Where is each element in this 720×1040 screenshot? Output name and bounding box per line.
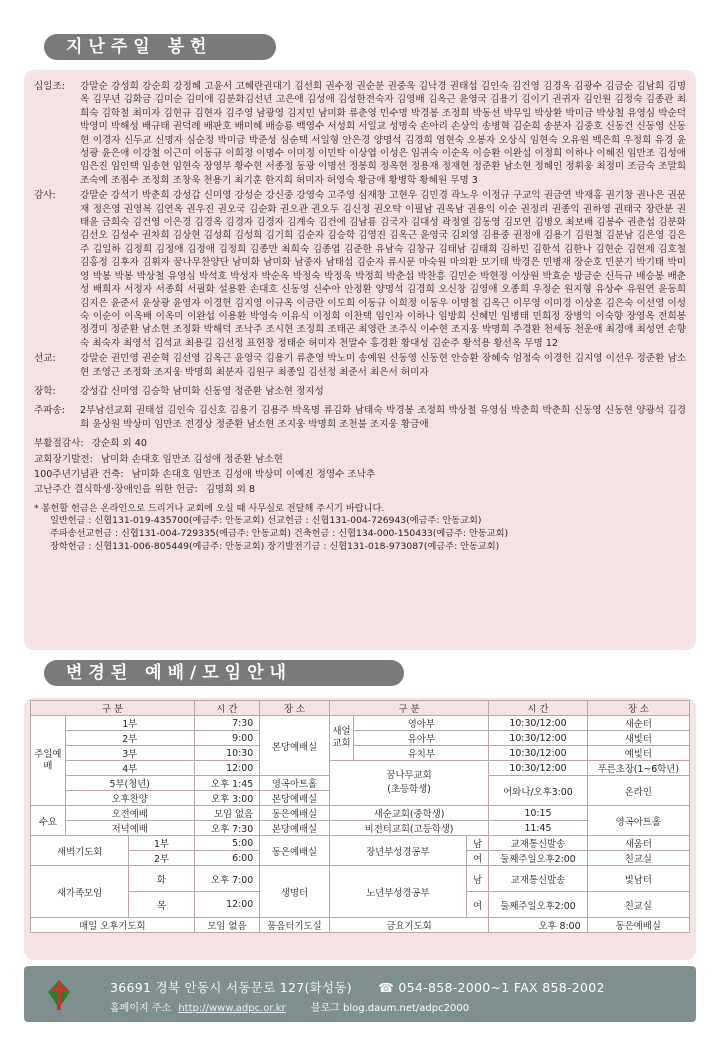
study-time: 교재통신발송 bbox=[489, 866, 587, 892]
offering-label: 고난주간 결식학생·장애인을 위한 헌금: bbox=[34, 484, 198, 496]
study-place: 새움터 bbox=[587, 836, 689, 851]
service-time: 오후 7:00 bbox=[194, 866, 259, 892]
dept-subtitle: (초등학생) bbox=[387, 784, 431, 795]
service-time: 6:00 bbox=[194, 851, 259, 866]
offering-row-easter bbox=[34, 437, 686, 450]
offering-label: 감사: bbox=[34, 190, 56, 202]
service-name: 1부 bbox=[65, 716, 194, 731]
offering-row-thanks bbox=[34, 189, 686, 350]
study-place: 친교실 bbox=[587, 851, 689, 866]
dept-name: 유아부 bbox=[354, 731, 489, 746]
dept-name: 새순교회(중학생) bbox=[329, 806, 489, 821]
offering-names: 남미화 손대호 임만조 김성애 정준환 남소현 bbox=[100, 453, 283, 465]
service-place: 동은예배실 bbox=[587, 918, 689, 933]
dept-time: 10:30/12:00 bbox=[489, 731, 587, 746]
table-row bbox=[31, 866, 690, 892]
schedule-table bbox=[30, 700, 690, 933]
offering-names: 김명희 외 8 bbox=[205, 484, 255, 496]
dept-place: 새순터 bbox=[587, 716, 689, 731]
adult-bible-study-label: 장년부성경공부 bbox=[329, 836, 466, 866]
table-row bbox=[31, 761, 690, 776]
table-row bbox=[31, 731, 690, 746]
table-row bbox=[31, 746, 690, 761]
service-time: 12:00 bbox=[194, 892, 259, 918]
church-address: 36691 경북 안동시 서동문로 127(화성동) bbox=[110, 980, 352, 995]
service-name: 5부(청년) bbox=[65, 776, 194, 791]
gender-cell: 남 bbox=[466, 836, 489, 851]
service-time: 5:00 bbox=[194, 836, 259, 851]
offering-names: 강말순 권민영 권순혁 김선영 김옥근 윤영국 김용기 류춘영 박노미 송예원 신동영 신동현 안승환 장혜숙 엄정숙 이경헌 김지영 이선우 정준환 남소현 조영근 조정화 조지웅 박명희 최분자 김원구 최종일 김선정 최준서 최은서 허미자 bbox=[80, 353, 686, 378]
header-place: 장 소 bbox=[260, 701, 330, 716]
service-place: 본당예배실 bbox=[260, 791, 330, 806]
dept-time: 10:30/12:00 bbox=[489, 746, 587, 761]
service-place: 영곡아트홀 bbox=[260, 776, 330, 791]
offering-label: 교회장기발전: bbox=[34, 453, 93, 465]
service-part: 화 bbox=[129, 866, 194, 892]
wednesday-label: 수요 bbox=[31, 806, 66, 836]
kkum-church-cell bbox=[329, 761, 489, 806]
header-gubun: 구 분 bbox=[31, 701, 195, 716]
service-time: 모임 없음 bbox=[194, 918, 259, 933]
service-name: 2부 bbox=[65, 731, 194, 746]
offering-names: 강순희 외 40 bbox=[91, 438, 147, 450]
study-time: 교재통신발송 bbox=[489, 836, 587, 851]
offering-row-tithe bbox=[34, 80, 686, 187]
offering-notice: * 봉헌할 헌금은 온라인으로 드리거나 교회에 오실 때 사무실로 전달해 주시기 바랍니다. bbox=[34, 502, 385, 514]
table-header-row bbox=[31, 701, 690, 716]
offering-label: 십일조: bbox=[34, 81, 66, 92]
friday-prayer-label: 금요기도회 bbox=[329, 918, 489, 933]
dept-name: 꿈나무교회 bbox=[386, 770, 432, 781]
header-place: 장 소 bbox=[587, 701, 689, 716]
account-line: 일반헌금 : 신협131-019-435700(예금주: 안동교회) 선교헌금 : 신협131-004-726943(예금주: 안동교회) bbox=[50, 515, 482, 527]
service-place: 동은예배실 bbox=[260, 836, 330, 866]
account-line: 주파송선교헌금 : 신협131-004-729335(예금주: 안동교회) 건축헌금 : 신협134-000-150433(예금주: 안동교회) bbox=[50, 527, 509, 539]
service-time: 오후 3:00 bbox=[194, 791, 259, 806]
service-name: 3부 bbox=[65, 746, 194, 761]
gender-cell: 여 bbox=[466, 851, 489, 866]
gender-cell: 남 bbox=[466, 866, 489, 892]
service-time: 9:00 bbox=[194, 731, 259, 746]
dept-place: 새빛터 bbox=[587, 731, 689, 746]
service-name: 오후찬양 bbox=[65, 791, 194, 806]
service-time: 모임 없음 bbox=[194, 806, 259, 821]
footer-contact-line bbox=[110, 978, 605, 996]
service-place: 생명터 bbox=[260, 866, 330, 918]
study-time: 둘째주일오후2:00 bbox=[489, 851, 587, 866]
service-place: 동은예배실 bbox=[260, 806, 330, 821]
offering-label: 부활절감사: bbox=[34, 438, 84, 450]
dept-place: 영곡아트홀 bbox=[587, 806, 689, 836]
saeeol-church-label: 새얼교회 bbox=[329, 716, 354, 761]
table-row bbox=[31, 806, 690, 821]
schedule-panel bbox=[24, 698, 696, 960]
dept-time: 어와나/오후3:00 bbox=[489, 776, 587, 806]
section-title-offerings: 지난주일 봉헌 bbox=[44, 34, 276, 60]
service-place: 품음터기도실 bbox=[260, 918, 330, 933]
footer-web-line bbox=[110, 999, 469, 1014]
service-time: 12:00 bbox=[194, 761, 259, 776]
church-logo-icon bbox=[46, 978, 72, 1012]
offering-names: 강성갑 신미영 김승학 남미화 신동영 정준환 남소현 정지성 bbox=[80, 385, 324, 397]
dept-name: 유치부 bbox=[354, 746, 489, 761]
offering-row-dispatch bbox=[34, 404, 686, 431]
offering-row-centennial bbox=[34, 468, 686, 481]
offering-row-longterm bbox=[34, 453, 686, 466]
service-name: 저녁예배 bbox=[65, 821, 194, 836]
section-title-schedule: 변경된 예배/모임안내 bbox=[44, 660, 404, 686]
daily-prayer-label: 매일 오후기도회 bbox=[31, 918, 195, 933]
newcomer-meeting-label: 새가족모임 bbox=[31, 866, 129, 918]
offerings-panel bbox=[24, 70, 696, 650]
offering-label: 주파송: bbox=[34, 405, 66, 417]
table-row bbox=[31, 716, 690, 731]
service-part: 2부 bbox=[129, 851, 194, 866]
service-name: 오전예배 bbox=[65, 806, 194, 821]
dept-place: 푸른초장(1~6학년) bbox=[587, 761, 689, 776]
blog-address: 블로그 blog.daum.net/adpc2000 bbox=[310, 1003, 470, 1014]
account-line: 장학헌금 : 신협131-006-805449(예금주: 안동교회) 장기발전기금 : 신협131-018-973087(예금주: 안동교회) bbox=[50, 540, 500, 552]
service-time: 오후 1:45 bbox=[194, 776, 259, 791]
dept-name: 비전터교회(고등학생) bbox=[329, 821, 489, 836]
service-name: 4부 bbox=[65, 761, 194, 776]
table-row bbox=[31, 918, 690, 933]
offering-row-mission bbox=[34, 352, 686, 379]
offering-label: 100주년기념관 건축: bbox=[34, 468, 124, 480]
dept-place: 온라인 bbox=[587, 776, 689, 806]
footer bbox=[24, 966, 696, 1022]
church-phone: ☎ 054-858-2000~1 FAX 858-2002 bbox=[378, 980, 605, 995]
service-place: 본당예배실 bbox=[260, 821, 330, 836]
service-part: 목 bbox=[129, 892, 194, 918]
offering-row-scholarship bbox=[34, 385, 686, 398]
senior-bible-study-label: 노년부성경공부 bbox=[329, 866, 466, 918]
dept-time: 11:45 bbox=[489, 821, 587, 836]
gender-cell: 여 bbox=[466, 892, 489, 918]
dept-place: 예빛터 bbox=[587, 746, 689, 761]
dept-time: 10:30/12:00 bbox=[489, 716, 587, 731]
sunday-service-label: 주일예배 bbox=[31, 716, 66, 806]
header-gubun: 구 분 bbox=[329, 701, 489, 716]
dawn-prayer-label: 새벽기도회 bbox=[31, 836, 129, 866]
study-place: 빛남터 bbox=[587, 866, 689, 892]
offering-names: 2부남선교회 권태섭 김인숙 김신호 김용기 김용주 박옥명 류김화 남태숙 박경봉 조정희 박상철 유영심 박춘희 박춘희 신동영 신동현 양광석 김경희 윤상원 박상미 임만조 전경상 정준환 남소현 조지웅 박명희 조천불 조지웅 황금애 bbox=[80, 405, 686, 430]
dept-name: 영아부 bbox=[354, 716, 489, 731]
dept-time: 10:15 bbox=[489, 806, 587, 821]
service-time: 10:30 bbox=[194, 746, 259, 761]
homepage-label: 홈페이지 주소 bbox=[110, 1003, 172, 1014]
offering-row-passion-week bbox=[34, 483, 686, 496]
offering-label: 선교: bbox=[34, 353, 56, 365]
service-place: 본당예배실 bbox=[260, 716, 330, 776]
homepage-link[interactable]: http://www.adpc.or.kr bbox=[178, 1003, 286, 1014]
study-place: 친교실 bbox=[587, 892, 689, 918]
service-time: 오후 7:30 bbox=[194, 821, 259, 836]
study-time: 둘째주일오후2:00 bbox=[489, 892, 587, 918]
service-time: 오후 8:00 bbox=[489, 918, 587, 933]
offering-label: 장학: bbox=[34, 385, 56, 397]
offering-names: 강말순 강성희 강순희 강정혜 고윤서 고혜란권대기 김선희 권수정 권순분 권중욱 김낙경 권태섭 김인숙 김건영 김경옥 김광수 김금순 김남희 김명옥 김무년 김화금 김미순 김미애 김분화김선년 고은애 김성애 김성한전숙자 김영배 김옥근 윤영국 김용기 김이기 권귀자 김인원 김정숙 김종관 최희숙 김학철 최미자 김현규 김현자 김주영 남광영 김지민 남미화 류춘영 민수명 박경봉 조정희 박동선 박무일 박상환 박미금 박상철 유영심 박순덕 박영미 박해성 배규태 권덕례 배판호 배미혜 배승룡 백영수 서성희 서일교 성명숙 손아리 손상익 송병혁 김순희 송분자 김중호 신동건 신동영 신동현 이경자 신두교 신명자 심순정 박미금 박준성 심순택 서일형 안은경 양명석 김경희 염현숙 오봉자 오상식 임현숙 오유원 백은희 우정희 유경 윤성광 윤은애 이강철 이근미 이동규 이희정 이명수 이미정 이민탁 이상엽 이성은 임귀숙 이순옥 이승환 이완섭 이정희 이하나 이혜진 임만조 김성애 임은진 임인택 임송현 임현숙 장영부 황수현 서종정 동광 이명선 정봉희 정옥현 정용재 정재현 정준환 남소현 정혜인 정휘웅 최정미 조금숙 조말희 조숙예 조점수 조정희 조창욱 천용기 최기훈 한지희 허미자 허영숙 황금애 황병학 황혜원 무명 3 bbox=[80, 81, 686, 186]
dept-time: 10:30/12:00 bbox=[489, 761, 587, 776]
header-time: 시 간 bbox=[489, 701, 587, 716]
table-row bbox=[31, 836, 690, 851]
service-part: 1부 bbox=[129, 836, 194, 851]
header-time: 시 간 bbox=[194, 701, 259, 716]
offering-names: 강말순 강석기 박춘희 강성갑 신미영 강성순 강신중 강영숙 고주영 심재창 고현우 김민경 곽노우 이정규 구교익 권금연 박재홍 권기창 권나은 권문재 정은영 권영복 김연옥 권우진 권오국 김순화 권오관 권오두 김신정 권오탁 이필남 권옥남 권용익 이순 권정리 권종익 권하영 권태국 장란분 권태윤 금희숙 김건영 이은경 김경옥 김경자 김경자 김계숙 김건에 김남룡 김국자 김대성 곽정열 김동영 김모연 김병오 최보배 김봉수 권춘섭 김분화 김선오 김성수 권차희 김상현 김성희 김성희 김기희 김순자 김승학 김영진 김옥근 윤영국 김외영 김용중 권정애 김용기 김원철 김분남 김은영 김은주 김일하 김정희 김정애 김정애 김정희 김종만 최희숙 김종엽 김준한 유남숙 김창규 김태남 김태희 김하민 김한석 김한나 김현순 김현제 김호철 김홍정 김후자 김휘자 꿈나무찬양단 남미화 남미화 남중자 남태섭 김순자 류시문 마숙원 마의환 모기태 박경은 민병재 장순호 민분기 박기태 박미영 박봉 박봉 박상철 유영심 박석호 박성자 박순옥 박정숙 박정욱 박정희 박춘섭 박찬흥 김민순 박현정 이상원 박효순 방금순 신득규 배승봉 배춘성 배희자 서정자 서종희 서필화 설용환 손대호 신동영 신수아 안정환 양명석 김경희 오신창 김영애 오종희 우정순 원지형 유상수 유원연 윤동희 김지은 윤준서 윤상광 윤영자 이경헌 김지영 이규옥 이금란 이도희 이동규 이희정 이동우 이명철 김옥근 이무영 이미경 이상훈 김은숙 이선영 이성숙 이순이 이옥배 이옥미 이완섭 이용환 박영숙 이유식 이정희 이찬택 임인자 이하나 임방희 신혜민 임병태 민희정 장병익 이숙향 장영옥 전희봉 정경미 정준환 남소현 조정화 박해덕 조낙주 조시현 조정희 조태곤 최영란 조주식 이수현 조지웅 박명희 주경환 천세동 천운애 최경애 최성연 손향숙 최숙자 최영석 김석교 최용길 김선정 표현창 정태순 허미자 천말수 홍경환 황대성 김순주 황석용 황선옥 무명 12 bbox=[80, 190, 686, 349]
service-time: 7:30 bbox=[194, 716, 259, 731]
offering-names: 남미화 손대호 임만조 김성애 박상미 이예진 정영수 조낙추 bbox=[131, 468, 376, 480]
